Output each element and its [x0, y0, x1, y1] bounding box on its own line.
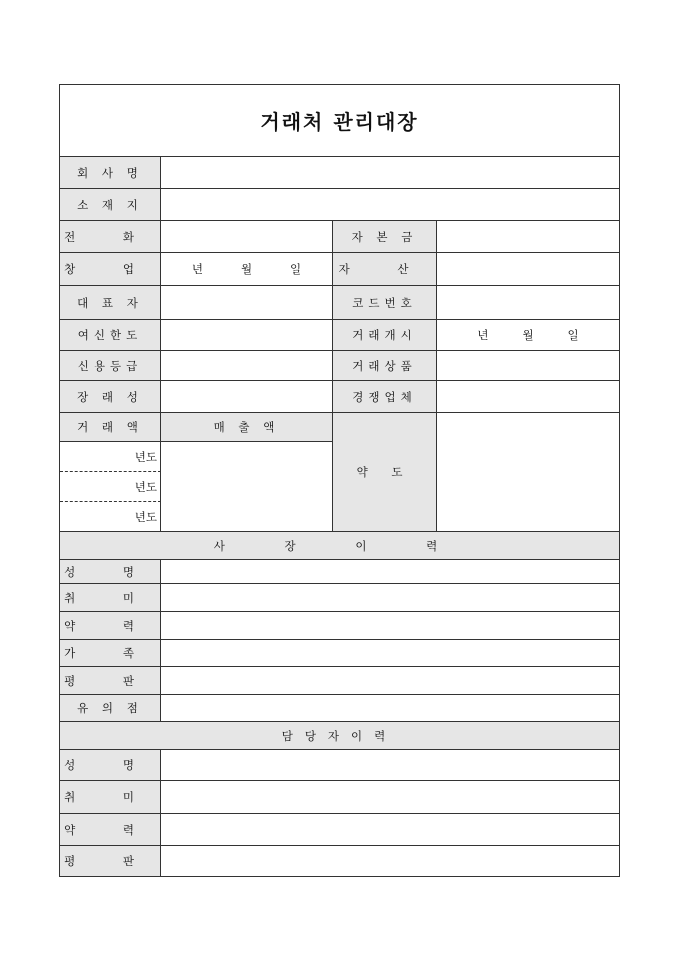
- label-ceo-career: 약 력: [60, 612, 161, 640]
- field-manager-hobby[interactable]: [161, 781, 619, 814]
- field-ceo-reputation[interactable]: [161, 667, 619, 695]
- founded-year-unit: 년: [191, 262, 203, 276]
- field-sales-amounts[interactable]: [161, 442, 333, 532]
- field-founded-date[interactable]: [161, 253, 333, 286]
- field-manager-name[interactable]: [161, 750, 619, 781]
- label-ceo-hobby: 취 미: [60, 584, 161, 612]
- label-credit-limit: 여신한도: [60, 320, 161, 351]
- label-ceo-name: 성 명: [60, 560, 161, 584]
- field-phone[interactable]: [161, 221, 333, 253]
- ledger-form: [59, 84, 620, 877]
- field-growth[interactable]: [161, 381, 333, 413]
- year-2-label: 년도: [60, 472, 161, 502]
- field-ceo[interactable]: [161, 286, 333, 320]
- field-map[interactable]: [437, 413, 619, 532]
- label-trade-amount: 거 래 액: [60, 413, 161, 442]
- ceo-history-header: 사 장 이 력: [60, 532, 619, 560]
- label-manager-hobby: 취 미: [60, 781, 161, 814]
- field-trade-products[interactable]: [437, 351, 619, 381]
- field-capital[interactable]: [437, 221, 619, 253]
- label-sales-amount: 매 출 액: [161, 413, 333, 442]
- label-competitors: 경쟁업체: [333, 381, 437, 413]
- label-trade-products: 거래상품: [333, 351, 437, 381]
- label-manager-reputation: 평 판: [60, 846, 161, 876]
- field-trade-start-date[interactable]: [437, 320, 619, 351]
- label-manager-career: 약 력: [60, 814, 161, 846]
- label-ceo-reputation: 평 판: [60, 667, 161, 695]
- trade-start-year-unit: 년: [477, 328, 489, 342]
- label-ceo-family: 가 족: [60, 640, 161, 667]
- founded-month-unit: 월: [240, 262, 253, 276]
- label-trade-start: 거래개시: [333, 320, 437, 351]
- label-ceo: 대 표 자: [60, 286, 161, 320]
- label-credit-grade: 신용등급: [60, 351, 161, 381]
- label-code: 코드번호: [333, 286, 437, 320]
- label-founded: 창 업: [60, 253, 161, 286]
- field-credit-grade[interactable]: [161, 351, 333, 381]
- form-title: 거래처 관리대장: [60, 85, 619, 157]
- field-ceo-family[interactable]: [161, 640, 619, 667]
- label-growth: 장 래 성: [60, 381, 161, 413]
- year-1-label: 년도: [60, 442, 161, 472]
- field-code[interactable]: [437, 286, 619, 320]
- trade-start-day-unit: 일: [567, 328, 579, 342]
- field-ceo-name[interactable]: [161, 560, 619, 584]
- field-competitors[interactable]: [437, 381, 619, 413]
- label-capital: 자 본 금: [333, 221, 437, 253]
- trade-start-month-unit: 월: [522, 328, 534, 342]
- field-location[interactable]: [161, 189, 619, 221]
- field-ceo-career[interactable]: [161, 612, 619, 640]
- field-assets[interactable]: [437, 253, 619, 286]
- label-assets: 자 산: [333, 253, 437, 286]
- field-credit-limit[interactable]: [161, 320, 333, 351]
- label-map: 약 도: [333, 413, 437, 532]
- year-3-label: 년도: [60, 502, 161, 532]
- field-manager-reputation[interactable]: [161, 846, 619, 876]
- field-company-name[interactable]: [161, 157, 619, 189]
- field-ceo-hobby[interactable]: [161, 584, 619, 612]
- manager-history-header: 담당자이력: [60, 722, 619, 750]
- field-ceo-notes[interactable]: [161, 695, 619, 722]
- label-location: 소 재 지: [60, 189, 161, 221]
- field-manager-career[interactable]: [161, 814, 619, 846]
- label-manager-name: 성 명: [60, 750, 161, 781]
- label-phone: 전 화: [60, 221, 161, 253]
- label-ceo-notes: 유 의 점: [60, 695, 161, 722]
- label-company-name: 회 사 명: [60, 157, 161, 189]
- founded-day-unit: 일: [290, 262, 302, 276]
